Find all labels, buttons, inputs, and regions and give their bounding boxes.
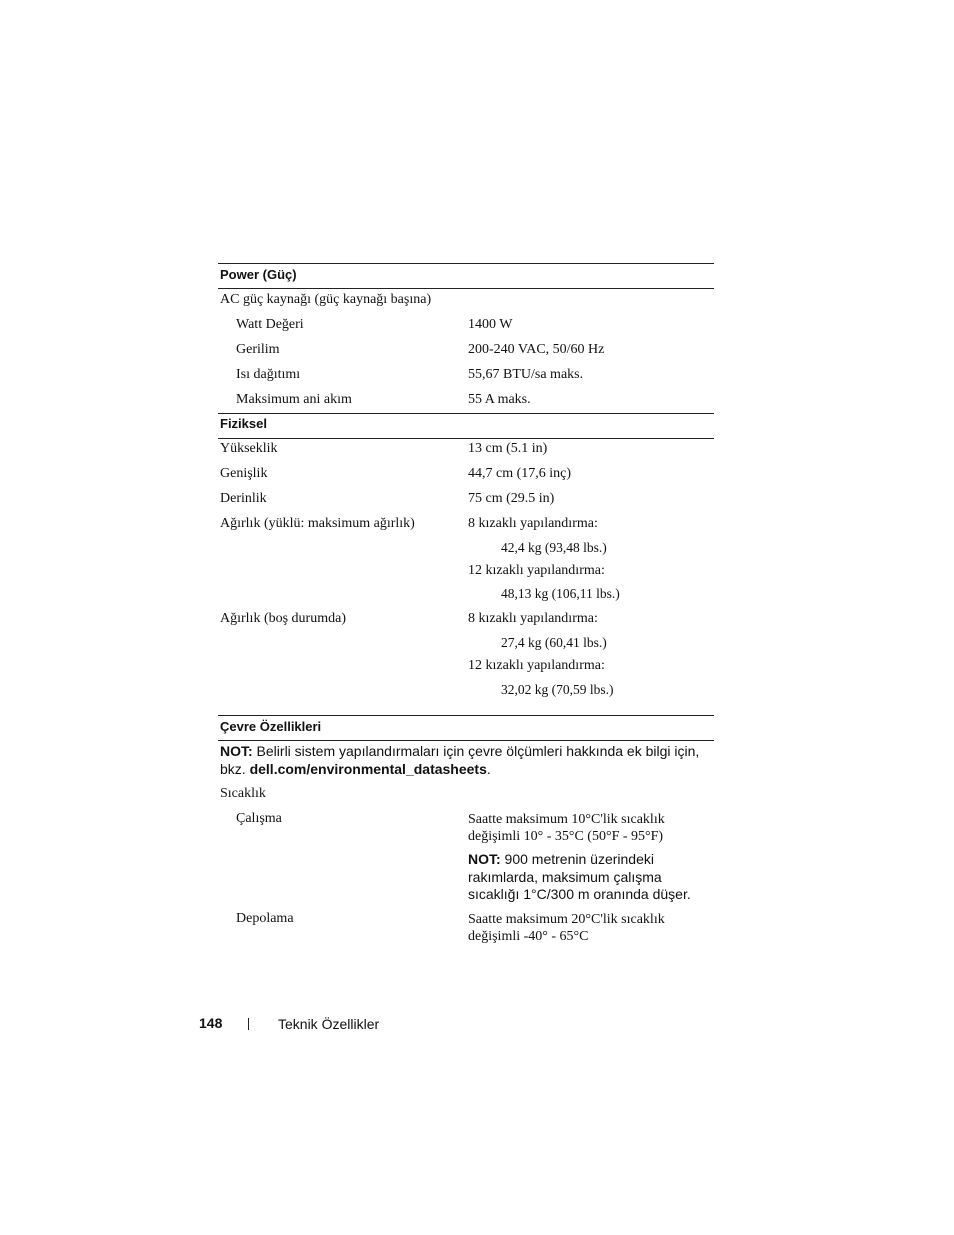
- section-rule: [218, 438, 714, 439]
- footer-separator: [248, 1018, 249, 1030]
- weight-value: 32,02 kg (70,59 lbs.): [501, 682, 614, 697]
- footer-title: Teknik Özellikler: [278, 1016, 380, 1032]
- physical-row-label: Derinlik: [220, 491, 267, 506]
- physical-row-value: 44,7 cm (17,6 inç): [468, 466, 572, 481]
- note-text: 900 metrenin üzerindeki: [500, 851, 654, 867]
- page-number: 148: [199, 1015, 223, 1031]
- weight-config-label: 8 kızaklı yapılandırma:: [468, 516, 598, 531]
- temperature-label: Sıcaklık: [220, 786, 266, 801]
- note-line: [220, 761, 714, 779]
- storage-value: [468, 911, 665, 945]
- physical-row-label: Genişlik: [220, 466, 268, 481]
- section-rule: [218, 413, 714, 414]
- weight-config-label: 12 kızaklı yapılandırma:: [468, 563, 605, 578]
- note-line: [220, 743, 714, 761]
- weight-value: 48,13 kg (106,11 lbs.): [501, 586, 620, 601]
- section-rule: [218, 740, 714, 741]
- value-line: Saatte maksimum 20°C'lik sıcaklık: [468, 912, 665, 927]
- value-line: değişimli -40° - 65°C: [468, 929, 589, 944]
- value-line: değişimli 10° - 35°C (50°F - 95°F): [468, 829, 664, 844]
- physical-row-value: 13 cm (5.1 in): [468, 441, 548, 456]
- operating-note: [468, 851, 714, 904]
- physical-row-label: Yükseklik: [220, 441, 278, 456]
- power-row-label: Gerilim: [236, 342, 280, 357]
- table-top-rule: [218, 263, 714, 264]
- datasheet-link[interactable]: dell.com/environmental_datasheets: [249, 760, 487, 777]
- section-rule: [218, 288, 714, 289]
- section-rule: [218, 715, 714, 716]
- operating-label: Çalışma: [236, 811, 282, 826]
- note-prefix: NOT:: [220, 743, 253, 759]
- section-title-power: Power (Güç): [220, 267, 297, 282]
- power-row-value: 200-240 VAC, 50/60 Hz: [468, 342, 605, 357]
- power-row-label: Watt Değeri: [236, 317, 304, 332]
- operating-value: [468, 811, 665, 845]
- weight-config-label: 12 kızaklı yapılandırma:: [468, 658, 605, 673]
- value-line: Saatte maksimum 10°C'lik sıcaklık: [468, 812, 665, 827]
- note-prefix: NOT:: [468, 851, 501, 867]
- physical-row-value: 75 cm (29.5 in): [468, 491, 555, 506]
- ac-power-label: AC güç kaynağı (güç kaynağı başına): [220, 292, 432, 307]
- weight-loaded-label: Ağırlık (yüklü: maksimum ağırlık): [220, 516, 415, 531]
- weight-config-label: 8 kızaklı yapılandırma:: [468, 611, 598, 626]
- note-line: [468, 851, 714, 869]
- power-row-value: 55 A maks.: [468, 392, 531, 407]
- note-text: bkz.: [220, 760, 250, 777]
- note-line: rakımlarda, maksimum çalışma: [468, 868, 662, 885]
- note-line: sıcaklığı 1°C/300 m oranında düşer.: [468, 886, 691, 902]
- weight-value: 27,4 kg (60,41 lbs.): [501, 635, 607, 650]
- section-title-environment: Çevre Özellikleri: [220, 719, 322, 734]
- power-row-label: Maksimum ani akım: [236, 392, 352, 407]
- weight-value: 42,4 kg (93,48 lbs.): [501, 540, 607, 555]
- environment-note: [220, 743, 714, 778]
- note-text: .: [486, 760, 491, 777]
- power-row-value: 55,67 BTU/sa maks.: [468, 367, 584, 382]
- power-row-value: 1400 W: [468, 317, 513, 332]
- storage-label: Depolama: [236, 911, 294, 926]
- note-text: Belirli sistem yapılandırmaları için çevre ölçümleri hakkında ek bilgi için,: [252, 743, 700, 759]
- section-title-physical: Fiziksel: [220, 416, 267, 431]
- weight-empty-label: Ağırlık (boş durumda): [220, 611, 346, 626]
- power-row-label: Isı dağıtımı: [236, 367, 301, 382]
